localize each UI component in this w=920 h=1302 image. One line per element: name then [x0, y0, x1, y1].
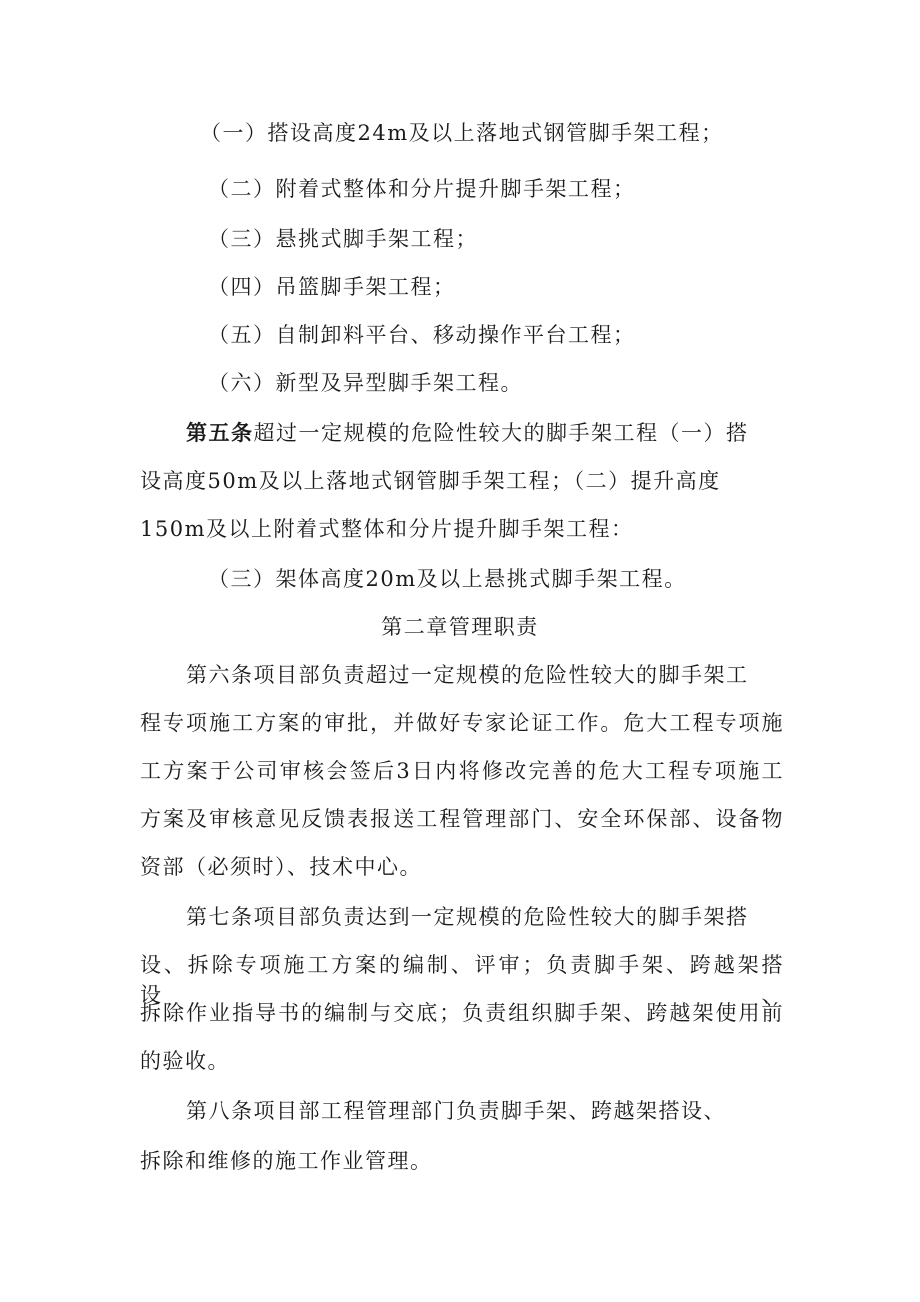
article-7-line-3: 拆除作业指导书的编制与交底；负责组织脚手架、跨越架使用前 — [140, 1001, 784, 1025]
scaffold-item-2: （二）附着式整体和分片提升脚手架工程； — [208, 177, 636, 201]
article-6-line-4: 方案及审核意见反馈表报送工程管理部门、安全环保部、设备物 — [140, 807, 784, 831]
article-8-line-1: 第八条项目部工程管理部门负责脚手架、跨越架搭设、 — [186, 1099, 726, 1123]
scaffold-item-1: （一）搭设高度24m及以上落地式钢管脚手架工程； — [200, 121, 724, 145]
article-5-line-3: 150m及以上附着式整体和分片提升脚手架工程： — [140, 517, 634, 541]
article-7-line-4: 的验收。 — [140, 1049, 230, 1073]
scaffold-item-5: （五）自制卸料平台、移动操作平台工程； — [208, 323, 636, 347]
article-5-label: 第五条 — [186, 420, 254, 445]
article-6-line-1: 第六条项目部负责超过一定规模的危险性较大的脚手架工 — [186, 663, 749, 687]
article-6-line-2: 程专项施工方案的审批，并做好专家论证工作。危大工程专项施 — [140, 711, 784, 735]
article-5-line-1 — [186, 418, 749, 448]
article-5-line-4: （三）架体高度20m及以上悬挑式脚手架工程。 — [208, 567, 687, 591]
scaffold-item-6: （六）新型及异型脚手架工程。 — [208, 371, 523, 395]
scaffold-item-4: （四）吊篮脚手架工程； — [208, 275, 456, 299]
article-5-text-1: 超过一定规模的危险性较大的脚手架工程（一）搭 — [253, 421, 749, 445]
article-7-line-2: 设、拆除专项施工方案的编制、评审；负责脚手架、跨越架搭设、 — [140, 953, 784, 1007]
article-6-line-5: 资部（必须时）、技术中心。 — [140, 855, 422, 879]
article-5-line-2: 设高度50m及以上落地式钢管脚手架工程；（二）提升高度 — [140, 469, 721, 493]
scaffold-item-3: （三）悬挑式脚手架工程； — [208, 227, 478, 251]
article-8-line-2: 拆除和维修的施工作业管理。 — [140, 1149, 433, 1173]
chapter-2-title: 第二章管理职责 — [381, 615, 539, 639]
article-6-line-3: 工方案于公司审核会签后3日内将修改完善的危大工程专项施工 — [140, 759, 784, 783]
article-7-line-1: 第七条项目部负责达到一定规模的危险性较大的脚手架搭 — [186, 905, 749, 929]
